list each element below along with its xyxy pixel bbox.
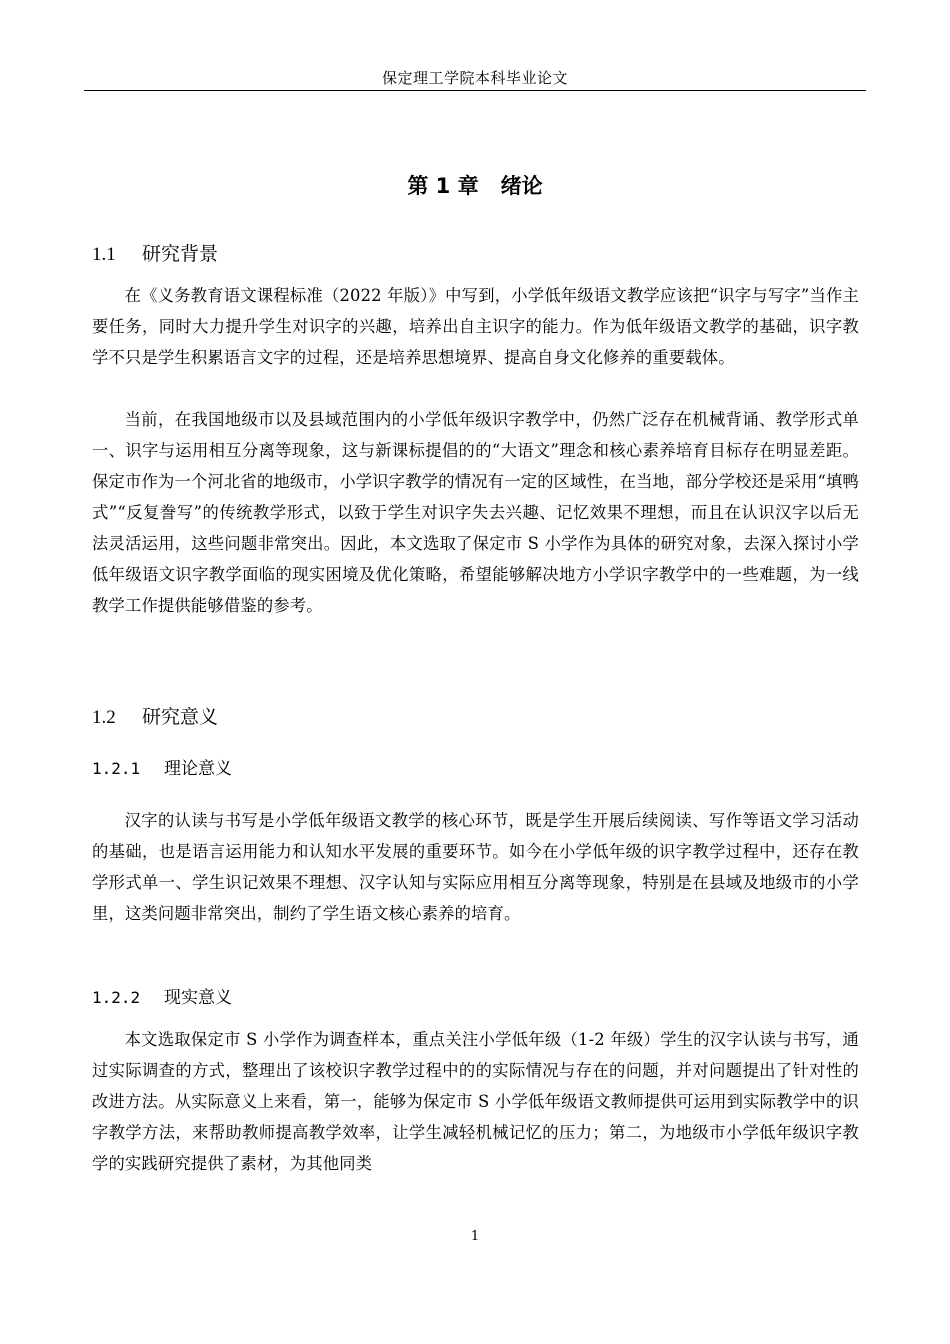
paragraph: 在《义务教育语文课程标准（2022 年版）》中写到，小学低年级语文教学应该把“识字与写字”当作主要任务，同时大力提升学生对识字的兴趣，培养出自主识字的能力。作为低年级语文教学的基础，识字教学不只是学生积累语言文字的过程，还是培养思想境界、提高自身文化修养的重要载体。 bbox=[92, 286, 859, 367]
section-heading-1-2 bbox=[92, 703, 218, 732]
paragraph: 当前，在我国地级市以及县域范围内的小学低年级识字教学中，仍然广泛存在机械背诵、教学形式单一、识字与运用相互分离等现象，这与新课标提倡的的“大语文”理念和核心素养培育目标存在明显差距。保定市作为一个河北省的地级市，小学识字教学的情况有一定的区域性，在当地，部分学校还是采用“填鸭式”“反复誊写”的传统教学形式，以致于学生对识字失去兴趣、记忆效果不理想，而且在认识汉字以后无法灵活运用，这些问题非常突出。因此，本文选取了保定市 S 小学作为具体的研究对象，去深入探讨小学低年级语文识字教学面临的现实困境及优化策略，希望能够解决地方小学识字教学中的一些难题，为一线教学工作提供能够借鉴的参考。 bbox=[92, 410, 859, 615]
subsection-number: 1.2.2 bbox=[92, 988, 141, 1007]
paragraph: 本文选取保定市 S 小学作为调查样本，重点关注小学低年级（1-2 年级）学生的汉字认读与书写，通过实际调查的方式，整理出了该校识字教学过程中的的实际情况与存在的问题，并对问题提出了针对性的改进方法。从实际意义上来看，第一，能够为保定市 S 小学低年级语文教师提供可运用到实际教学中的识字教学方法，来帮助教师提高教学效率，让学生减轻机械记忆的压力；第二，为地级市小学低年级识字教学的实践研究提供了素材，为其他同类 bbox=[92, 1030, 859, 1173]
running-header: 保定理工学院本科毕业论文 bbox=[381, 69, 568, 87]
paragraph: 汉字的认读与书写是小学低年级语文教学的核心环节，既是学生开展后续阅读、写作等语文学习活动的基础，也是语言运用能力和认知水平发展的重要环节。如今在小学低年级的识字教学过程中，还存在教学形式单一、学生识记效果不理想、汉字认知与实际应用相互分离等现象，特别是在县域及地级市的小学里，这类问题非常突出，制约了学生语文核心素养的培育。 bbox=[92, 811, 859, 923]
chapter-number: 第 1 章 bbox=[407, 174, 479, 198]
subsection-number: 1.2.1 bbox=[92, 759, 141, 778]
page-number: 1 bbox=[470, 1229, 480, 1244]
subsection-title: 理论意义 bbox=[164, 759, 232, 779]
section-heading-1-1 bbox=[92, 240, 218, 269]
chapter-title bbox=[84, 170, 866, 202]
subsection-heading-1-2-2 bbox=[92, 985, 232, 1011]
chapter-name: 绪论 bbox=[500, 174, 543, 198]
subsection-title: 现实意义 bbox=[164, 988, 232, 1008]
section-title: 研究背景 bbox=[142, 243, 219, 265]
section-number: 1.1 bbox=[92, 244, 116, 265]
subsection-heading-1-2-1 bbox=[92, 756, 232, 782]
section-number: 1.2 bbox=[92, 707, 116, 728]
header-rule bbox=[84, 90, 866, 91]
section-title: 研究意义 bbox=[142, 706, 219, 728]
